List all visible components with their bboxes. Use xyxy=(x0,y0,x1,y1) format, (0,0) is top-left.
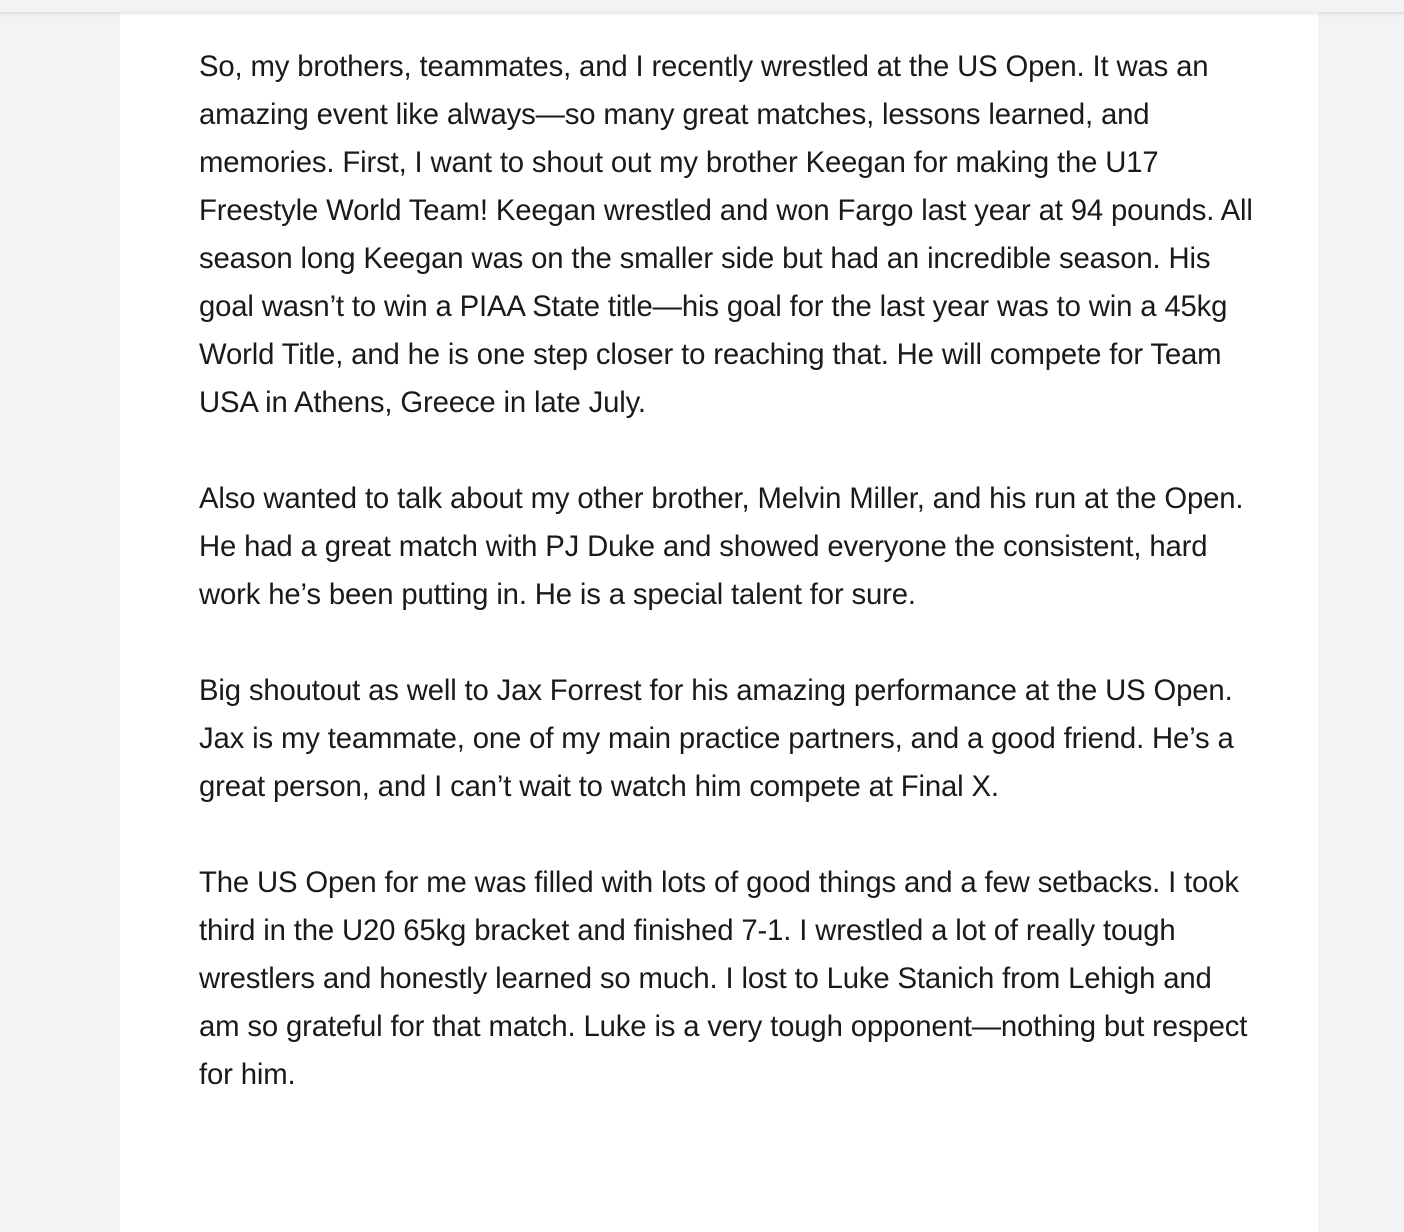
article-body xyxy=(199,43,1259,1147)
article-paragraph: Also wanted to talk about my other brother, Melvin Miller, and his run at the Open. He had a great match with PJ Duke and showed everyone the consistent, hard work he’s been putting in. He is a special talent for sure. xyxy=(199,482,1244,611)
article-paragraph: So, my brothers, teammates, and I recently wrestled at the US Open. It was an amazing event like always—so many great matches, lessons learned, and memories. First, I want to shout out my brother Keegan for making the U17 Freestyle World Team! Keegan wrestled and won Fargo last year at 94 pounds. All season long Keegan was on the smaller side but had an incredible season. His goal wasn’t to win a PIAA State title—his goal for the last year was to win a 45kg World Title, and he is one step closer to reaching that. He will compete for Team USA in Athens, Greece in late July. xyxy=(199,50,1253,419)
article-paragraph: Big shoutout as well to Jax Forrest for his amazing performance at the US Open. Jax is my teammate, one of my main practice partners, and a good friend. He’s a great person, and I can’t wait to watch him compete at Final X. xyxy=(199,674,1234,803)
top-bar xyxy=(0,0,1404,12)
article-paragraph: The US Open for me was filled with lots of good things and a few setbacks. I took third in the U20 65kg bracket and finished 7-1. I wrestled a lot of really tough wrestlers and honestly learned so much. I lost to Luke Stanich from Lehigh and am so grateful for that match. Luke is a very tough opponent—nothing but respect for him. xyxy=(199,866,1248,1091)
